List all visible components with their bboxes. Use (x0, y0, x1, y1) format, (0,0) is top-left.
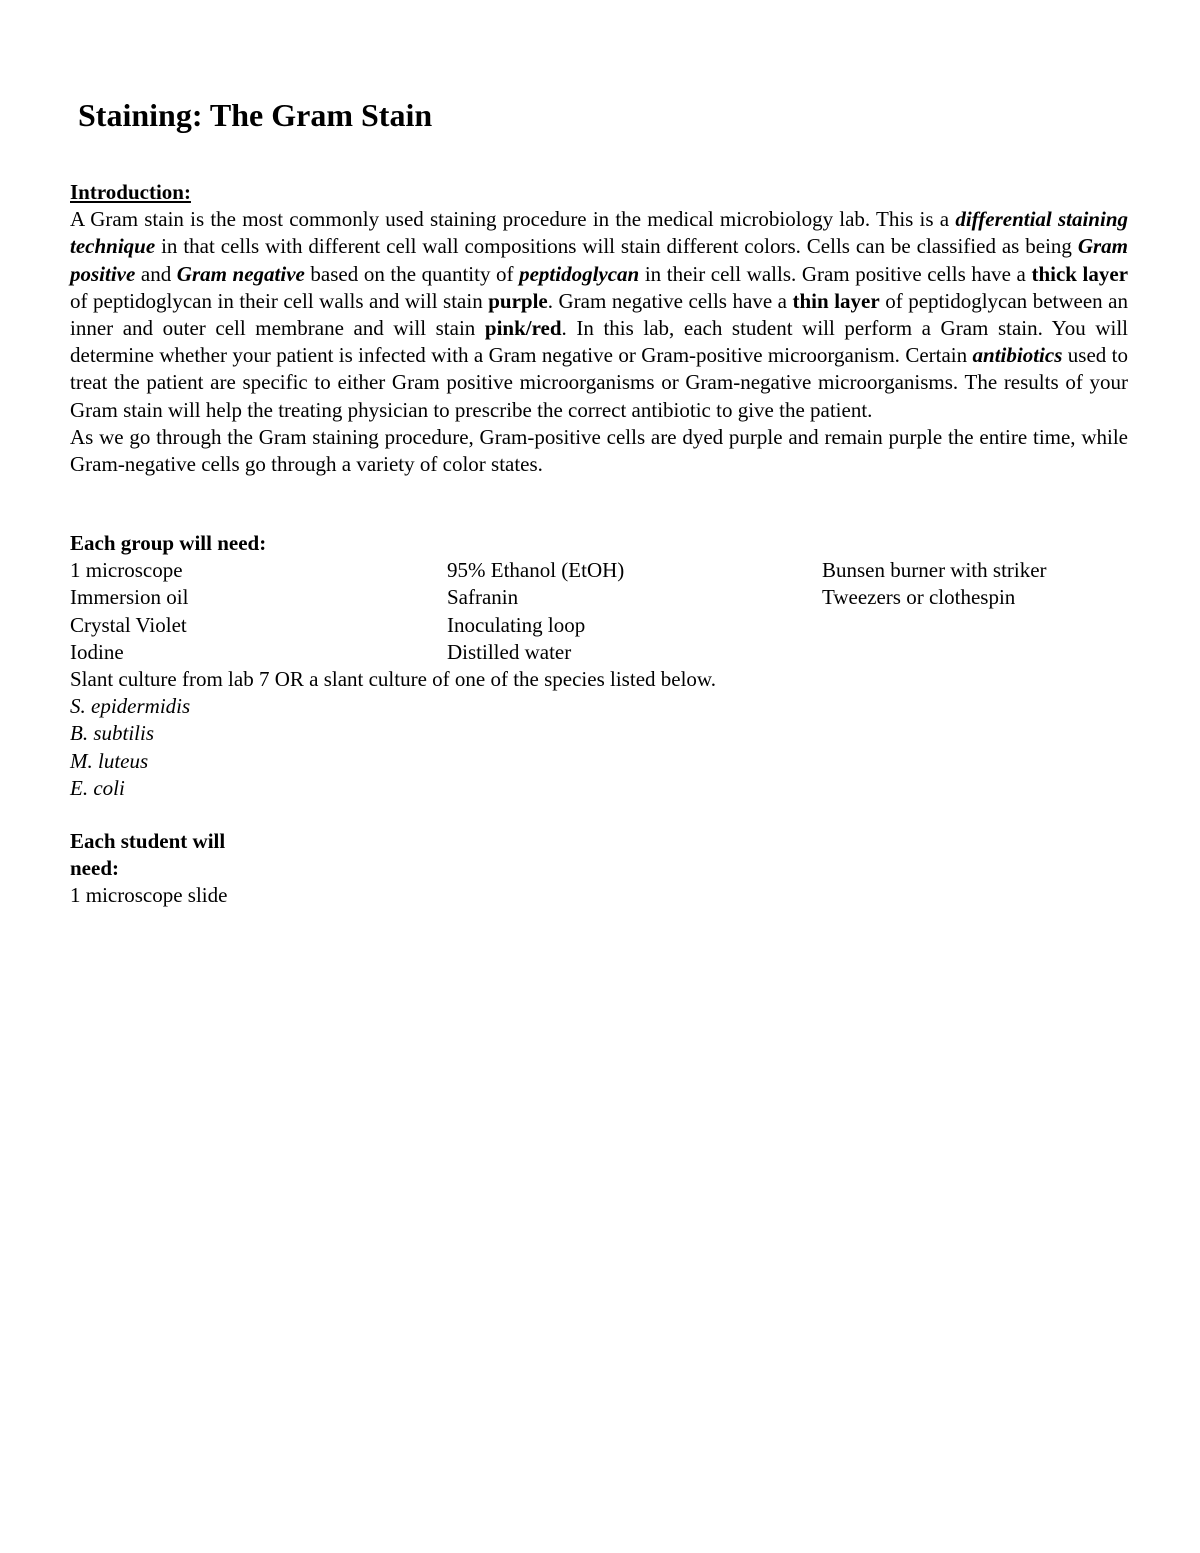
intro-emphasis-term: differential staining technique (70, 207, 1128, 259)
page-title: Staining: The Gram Stain (78, 97, 433, 133)
intro-text: A Gram stain is the most commonly used staining procedure in the medical microbiology lab. This is a (70, 207, 956, 232)
intro-text: . Gram negative cells have a (547, 288, 793, 313)
intro-text: based on the quantity of (304, 261, 520, 286)
intro-bold-term: pink/red (484, 316, 562, 341)
intro-text: and (135, 261, 177, 286)
intro-emphasis-term: peptidoglycan (519, 261, 640, 286)
intro-bold-term: purple (488, 288, 548, 313)
material-item: Tweezers or clothespin (822, 585, 1016, 610)
material-item: Iodine (70, 639, 124, 664)
materials-row (70, 639, 1128, 666)
material-item: Bunsen burner with striker (822, 558, 1047, 583)
intro-emphasis-term: Gram positive (70, 234, 1128, 286)
student-materials-section (70, 828, 270, 910)
species-item: S. epidermidis (70, 694, 191, 719)
student-material-item: 1 microscope slide (70, 883, 228, 908)
material-item: Immersion oil (70, 585, 189, 610)
species-item: B. subtilis (70, 721, 155, 746)
introduction-paragraph-2: As we go through the Gram staining procedure, Gram-positive cells are dyed purple and remain purple the entire time, while Gram-negative cells go through a variety of color states. (70, 424, 1128, 477)
student-materials-heading: Each student will need: (70, 829, 226, 881)
group-materials-heading: Each group will need: (70, 531, 267, 555)
material-item: Safranin (447, 585, 519, 610)
species-item: E. coli (70, 775, 125, 800)
intro-emphasis-term: Gram negative (176, 261, 305, 286)
material-item: 95% Ethanol (EtOH) (447, 558, 625, 583)
materials-row (70, 584, 1128, 611)
materials-row (70, 612, 1128, 639)
intro-text: used to treat the patient are specific to either Gram positive microorganisms or Gram-negative microorganisms. The results of your Gram stain will help the treating physician to prescribe the correct antibiotic to give the patient. (70, 343, 1128, 422)
material-item: Crystal Violet (70, 612, 187, 637)
introduction-paragraph (70, 206, 1128, 424)
material-item: Distilled water (447, 639, 572, 664)
species-item: M. luteus (70, 748, 149, 773)
slant-culture-note: Slant culture from lab 7 OR a slant culture of one of the species listed below. (70, 666, 716, 691)
material-item: Inoculating loop (447, 612, 586, 637)
introduction-section (70, 179, 1128, 478)
intro-emphasis-term: antibiotics (972, 343, 1063, 368)
group-materials-section (70, 530, 1128, 802)
intro-bold-term: thick layer (1031, 261, 1129, 286)
intro-text: in that cells with different cell wall compositions will stain different colors. Cells can be classified as being (155, 234, 1078, 259)
intro-text: of peptidoglycan between an inner and outer cell membrane and will stain (70, 288, 1128, 341)
materials-row (70, 557, 1128, 584)
material-item: 1 microscope (70, 558, 183, 583)
intro-text: . In this lab, each student will perform a Gram stain. You will determine whether your patient is infected with a Gram negative or Gram-positive microorganism. Certain (70, 316, 1128, 368)
intro-text: of peptidoglycan in their cell walls and will stain (70, 288, 489, 313)
intro-text: in their cell walls. Gram positive cells have a (639, 261, 1032, 286)
introduction-heading: Introduction: (70, 180, 191, 204)
intro-bold-term: thin layer (792, 288, 880, 313)
